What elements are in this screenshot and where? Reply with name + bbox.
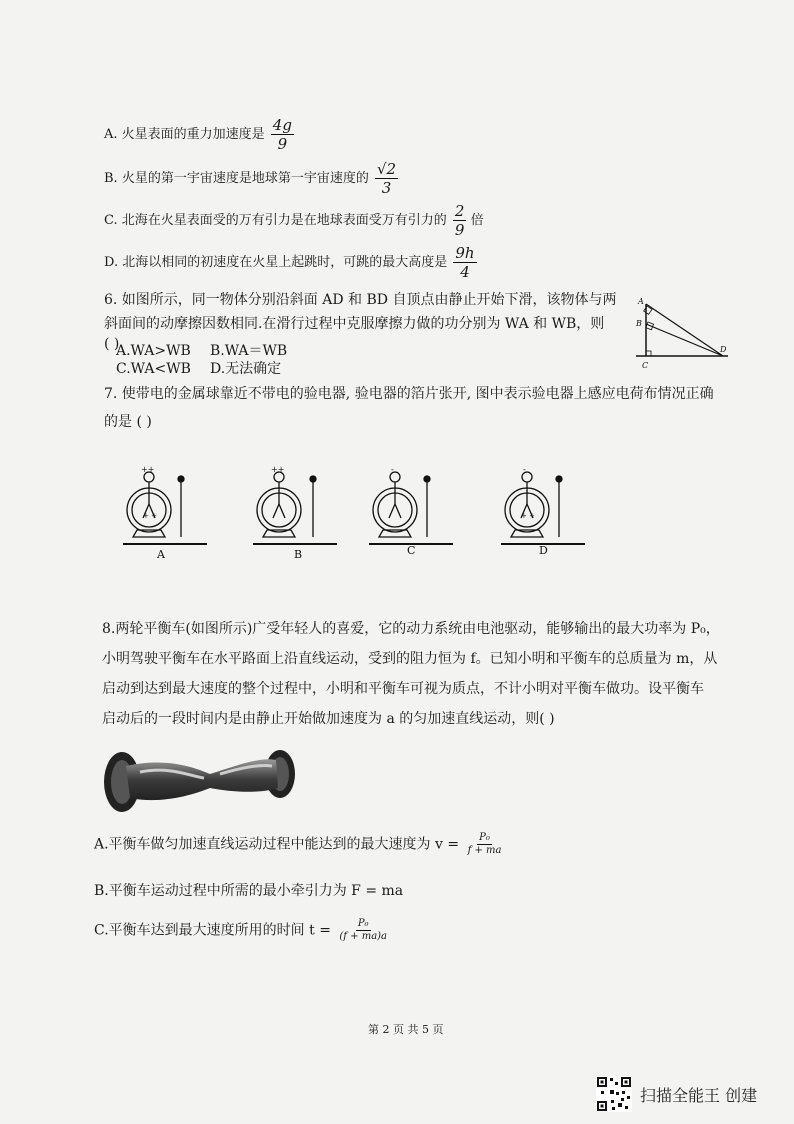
q5-option-c-tail: 倍 <box>470 213 484 228</box>
svg-text:++: ++ <box>141 465 155 474</box>
q6-line-2: 斜面间的动摩擦因数相同.在滑行过程中克服摩擦力做的功分别为 WA 和 WB，则 <box>104 316 605 332</box>
q6-option-b: B.WA＝WB <box>210 343 288 359</box>
fraction-denominator: 9 <box>277 135 288 153</box>
q8-line-1: 8.两轮平衡车(如图所示)广受年轻人的喜爱，它的动力系统由电池驱动，能够输出的最大功率为 P₀， <box>102 621 720 637</box>
fraction-numerator: P₀ <box>479 832 490 843</box>
electroscope-label-a: A <box>157 548 165 561</box>
q8-option-c <box>94 918 389 943</box>
incline-diagram <box>628 294 738 372</box>
q5-option-a <box>104 116 294 153</box>
q7-stem <box>104 380 714 436</box>
q6-answer-bracket: ( ) <box>104 336 120 352</box>
svg-text:++: ++ <box>271 465 285 474</box>
electroscope-b <box>253 472 337 544</box>
fraction-denominator: 4 <box>460 263 470 281</box>
electroscope-figures <box>115 464 595 564</box>
label-a: A <box>638 297 644 306</box>
incline-bd <box>646 324 723 356</box>
q5-option-d <box>104 244 477 281</box>
scanner-brand-text: 扫描全能王 创建 <box>640 1086 758 1105</box>
q5-option-c <box>104 202 484 239</box>
q6-options <box>116 342 287 378</box>
electroscope-label-c: C <box>407 544 416 557</box>
q5-option-b-fraction <box>375 160 398 197</box>
q7-line-1: 7. 使带电的金属球靠近不带电的验电器, 验电器的箔片张开, 图中表示验电器上感应电荷布情况正确 <box>104 386 714 402</box>
q8-line-3: 启动到达到最大速度的整个过程中，小明和平衡车可视为质点，不计小明对平衡车做功。设平衡车 <box>102 681 704 697</box>
q6-option-d: D.无法确定 <box>210 361 282 377</box>
svg-text:+ +: + + <box>521 512 535 520</box>
fraction-numerator: 9h <box>455 244 475 262</box>
electroscope-c <box>369 472 453 544</box>
fraction-numerator: P₀ <box>357 918 369 929</box>
svg-text:-: - <box>391 465 394 474</box>
q7-line-2: 的是 ( ) <box>104 414 152 430</box>
page-number: 第 2 页 共 5 页 <box>368 1023 444 1036</box>
fraction-denominator: f + ma <box>467 845 502 856</box>
q5-option-d-text: D. 北海以相同的初速度在火星上起跳时，可跳的最大高度是 <box>104 255 448 270</box>
q8-option-c-fraction <box>337 918 389 943</box>
fraction-denominator: 3 <box>381 179 392 197</box>
q8-option-a-fraction <box>466 832 504 857</box>
q8-line-2: 小明驾驶平衡车在水平路面上沿直线运动，受到的阻力恒为 f。已知小明和平衡车的总质量为 m，从 <box>102 651 718 667</box>
q8-line-4: 启动后的一段时间内是由静止开始做加速度为 a 的匀加速直线运动，则( ) <box>102 711 555 727</box>
q5-option-c-fraction <box>453 202 467 239</box>
fraction-numerator: 2 <box>454 202 465 220</box>
q6-line-1: 6. 如图所示，同一物体分别沿斜面 AD 和 BD 自顶点由静止开始下滑，该物体与两 <box>104 292 617 308</box>
svg-text:+ +: + + <box>143 512 157 520</box>
label-c: C <box>642 361 649 370</box>
fraction-denominator: (f + ma)a <box>339 931 388 942</box>
fraction-numerator: √2 <box>376 160 397 178</box>
q8-option-b: B.平衡车运动过程中所需的最小牵引力为 F = ma <box>94 883 404 899</box>
incline-ad <box>646 304 723 356</box>
svg-text:-: - <box>523 465 526 474</box>
q5-option-a-text: A. 火星表面的重力加速度是 <box>104 127 265 142</box>
electroscope-d <box>501 472 585 544</box>
q8-option-a <box>94 832 503 857</box>
q8-option-a-text: A.平衡车做匀加速直线运动过程中能达到的最大速度为 v = <box>94 836 460 853</box>
q5-option-d-fraction <box>453 244 476 281</box>
q8-stem <box>102 614 720 734</box>
q5-option-b <box>104 160 398 197</box>
q5-option-a-fraction <box>271 116 294 153</box>
hoverboard-image <box>100 748 300 816</box>
q6-option-c: C.WA<WB <box>116 361 191 377</box>
label-b: B <box>636 319 642 328</box>
label-d: D <box>720 345 727 354</box>
electroscope-label-b: B <box>294 548 303 561</box>
q5-option-c-text: C. 北海在火星表面受的万有引力是在地球表面受万有引力的 <box>104 213 447 228</box>
q8-option-c-text: C.平衡车达到最大速度所用的时间 t = <box>94 922 331 939</box>
q6-option-a: A.WA>WB <box>116 343 191 359</box>
qr-code-icon <box>596 1076 632 1112</box>
fraction-denominator: 9 <box>454 221 465 239</box>
electroscope-a <box>123 472 207 544</box>
electroscope-label-d: D <box>539 544 548 557</box>
q5-option-b-text: B. 火星的第一宇宙速度是地球第一宇宙速度的 <box>104 171 369 186</box>
fraction-numerator: 4g <box>272 116 292 134</box>
